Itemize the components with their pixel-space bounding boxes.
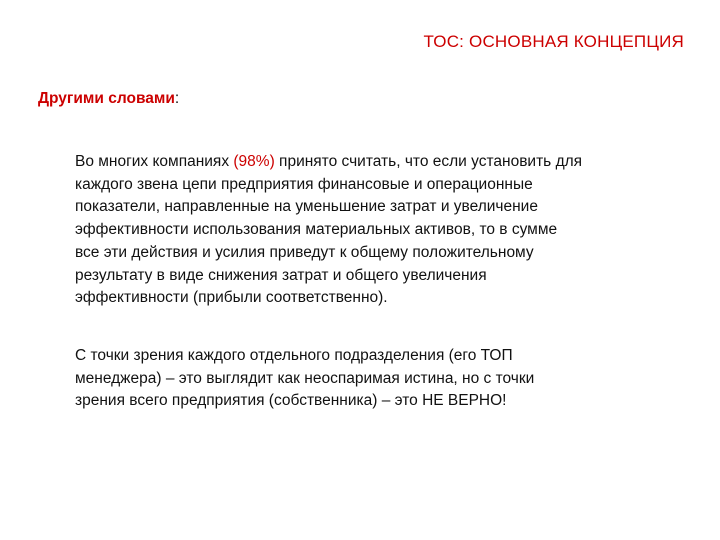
percentage-highlight: (98%)	[233, 153, 275, 170]
paragraph-conclusion	[75, 345, 675, 413]
slide-title: ТОС: ОСНОВНАЯ КОНЦЕПЦИЯ	[423, 32, 684, 51]
paragraph-line: эффективности использования материальных активов, то в сумме	[75, 221, 558, 239]
paragraph-line: результату в виде снижения затрат и общего увеличения	[75, 266, 487, 284]
paragraph-line: показатели, направленные на уменьшение затрат и увеличение	[75, 198, 538, 216]
paragraph-line: С точки зрения каждого отдельного подразделения (его ТОП	[75, 347, 513, 364]
paragraph-line	[75, 151, 675, 174]
paragraph-text: принято считать, что если установить для	[274, 153, 583, 170]
paragraph-line: менеджера) – это выглядит как неоспаримая истина, но с точки	[75, 369, 535, 387]
paragraph-text: Во многих компаниях	[75, 153, 234, 170]
paragraph-line: все эти действия и усилия приведут к общему положительному	[75, 243, 534, 261]
paragraph-line: каждого звена цепи предприятия финансовые и операционные	[75, 175, 533, 193]
subtitle	[38, 90, 179, 108]
paragraph-line: зрения всего предприятия (собственника) – это НЕ ВЕРНО!	[75, 392, 507, 410]
paragraph-main-claim	[75, 151, 675, 310]
subtitle-bold-text: Другими словами	[38, 90, 175, 107]
subtitle-colon: :	[174, 90, 180, 107]
paragraph-line: эффективности (прибыли соответственно).	[75, 289, 388, 307]
